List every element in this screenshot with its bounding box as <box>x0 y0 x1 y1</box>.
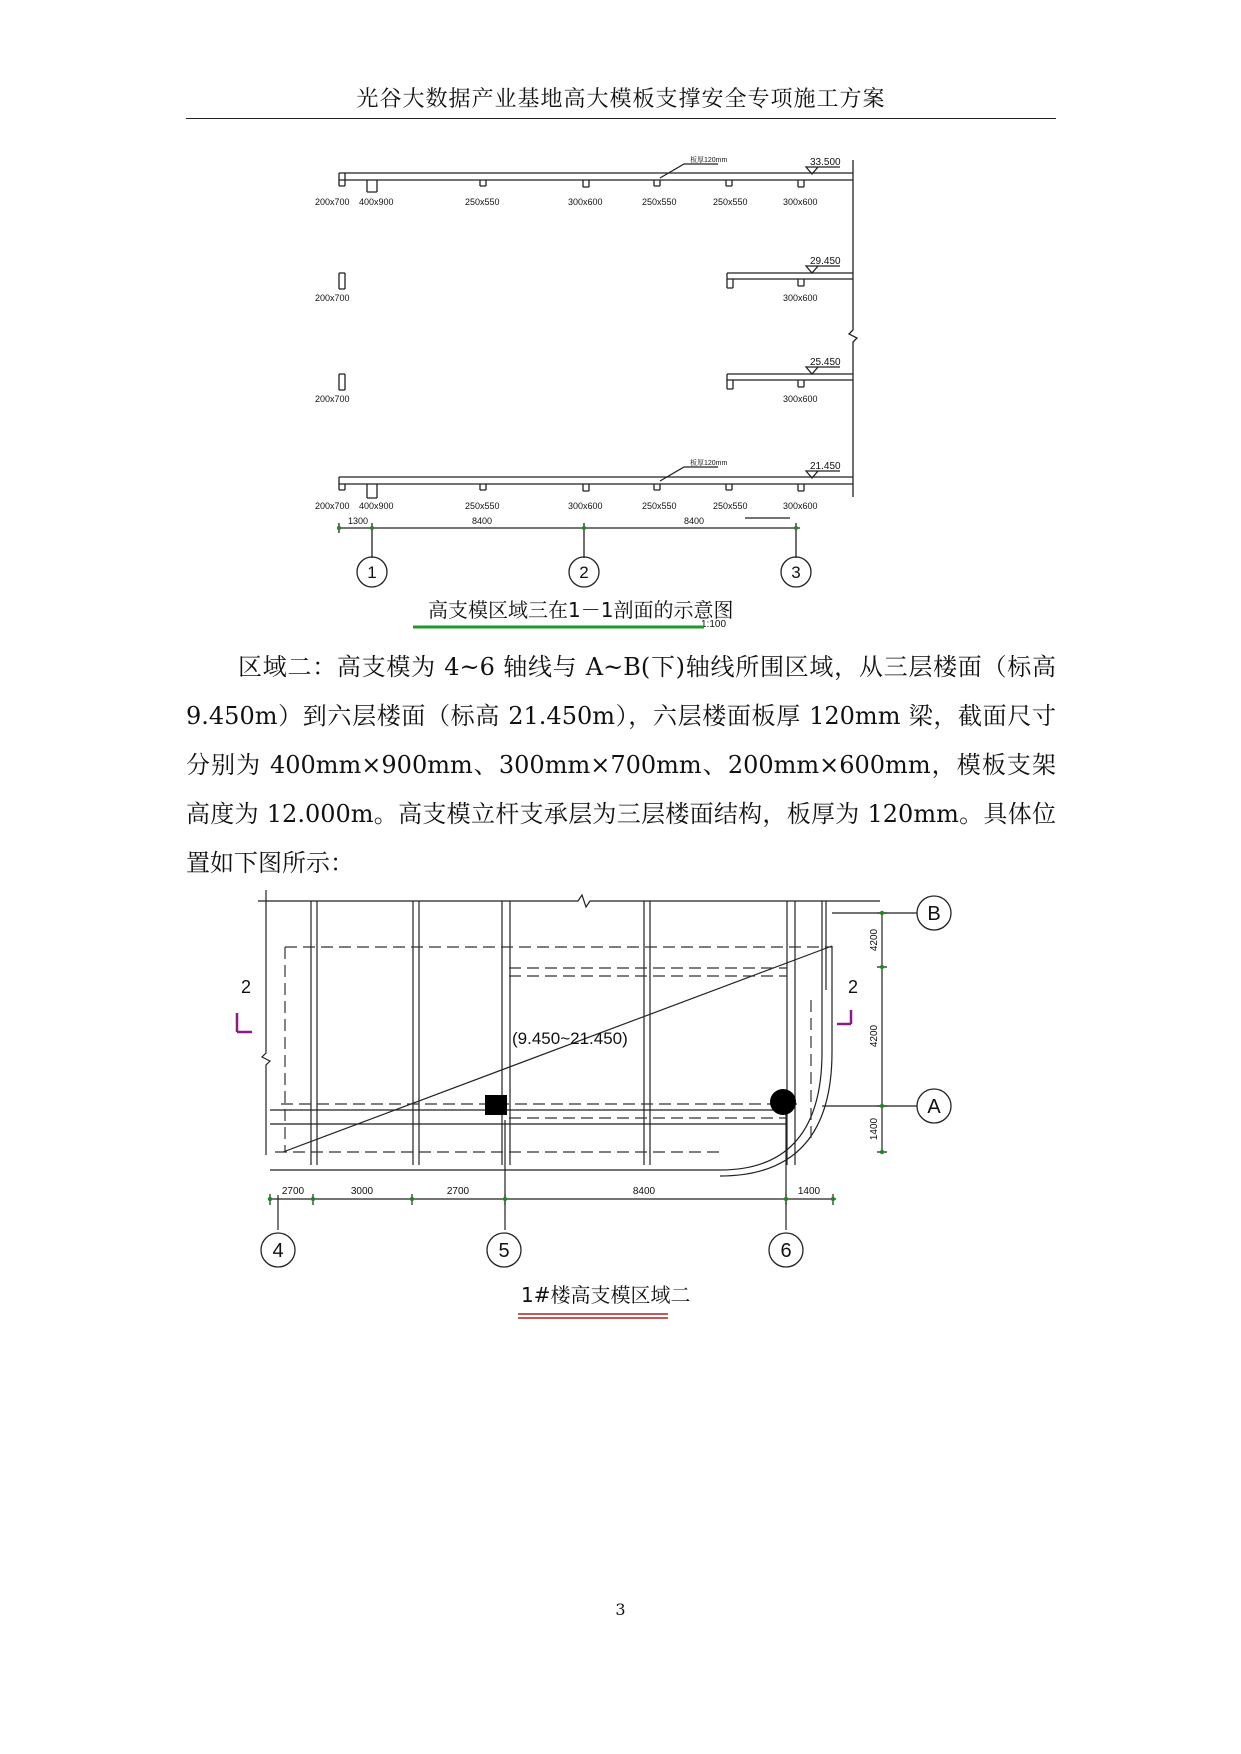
dimension-label: 4200 <box>869 928 880 952</box>
dimension-label: 1400 <box>797 1186 821 1197</box>
page-number: 3 <box>615 1600 626 1619</box>
elevation-range: (9.450~21.450) <box>512 1029 628 1048</box>
axis-label: 3 <box>791 563 801 582</box>
page-header: 光谷大数据产业基地高大模板支撑安全专项施工方案 <box>356 87 886 112</box>
body-paragraph: 区域二：高支模为 4~6 轴线与 A~B(下)轴线所围区域，从三层楼面（标高 9.450m）到六层楼面（标高 21.450m），六层楼面板厚 120mm 梁，截面尺寸分别为 400mm×900mm、300mm×700mm、200mm×600mm，模板支架高度为 12.000m。高支模立杆支承层为三层楼面结构，板厚为 120mm。具体位置如下图所示： <box>186 653 1056 877</box>
dimension-label: 1400 <box>869 1117 880 1141</box>
axis-label: 4 <box>272 1240 284 1262</box>
beam-label: 250x550 <box>713 197 748 207</box>
beam-label: 250x550 <box>642 197 677 207</box>
slab-note: 板厚120mm <box>690 157 728 164</box>
slab-note: 板厚120mm <box>690 460 728 467</box>
elevation-label: 33.500 <box>810 157 841 168</box>
figure-caption: 高支模区域三在1－1剖面的示意图 <box>428 598 734 622</box>
beam-label: 300x600 <box>568 501 603 511</box>
dimension-label: 8400 <box>684 516 705 526</box>
axis-label: 1 <box>367 563 377 582</box>
dimension-label: 8400 <box>632 1186 656 1197</box>
axis-label: A <box>927 1096 941 1118</box>
dimension-label: 8400 <box>472 516 493 526</box>
beam-label: 200x700 <box>315 501 350 511</box>
beam-label: 250x550 <box>642 501 677 511</box>
beam-label: 400x900 <box>359 197 394 207</box>
beam-label: 250x550 <box>713 501 748 511</box>
elevation-label: 21.450 <box>810 461 841 472</box>
axis-label: 2 <box>579 563 589 582</box>
figure-caption: 1#楼高支模区域二 <box>521 1283 691 1307</box>
beam-label: 300x600 <box>568 197 603 207</box>
axis-label: 5 <box>498 1240 510 1262</box>
section-mark: 2 <box>848 977 859 997</box>
elevation-label: 25.450 <box>810 357 841 368</box>
dimension-label: 2700 <box>281 1186 305 1197</box>
axis-label: B <box>927 903 941 925</box>
dimension-label: 4200 <box>869 1024 880 1048</box>
beam-label: 200x700 <box>315 293 350 303</box>
beam-label: 300x600 <box>783 293 818 303</box>
beam-label: 300x600 <box>783 501 818 511</box>
axis-label: 6 <box>780 1240 792 1262</box>
section-mark: 2 <box>241 977 252 997</box>
elevation-label: 29.450 <box>810 256 841 267</box>
dimension-label: 3000 <box>350 1186 374 1197</box>
beam-label: 250x550 <box>465 197 500 207</box>
beam-label: 200x700 <box>315 394 350 404</box>
beam-label: 300x600 <box>783 394 818 404</box>
figure-scale: 1:100 <box>701 619 727 630</box>
dimension-label: 1300 <box>348 516 369 526</box>
beam-label: 400x900 <box>359 501 394 511</box>
beam-label: 300x600 <box>783 197 818 207</box>
dimension-label: 2700 <box>446 1186 470 1197</box>
beam-label: 250x550 <box>465 501 500 511</box>
beam-label: 200x700 <box>315 197 350 207</box>
